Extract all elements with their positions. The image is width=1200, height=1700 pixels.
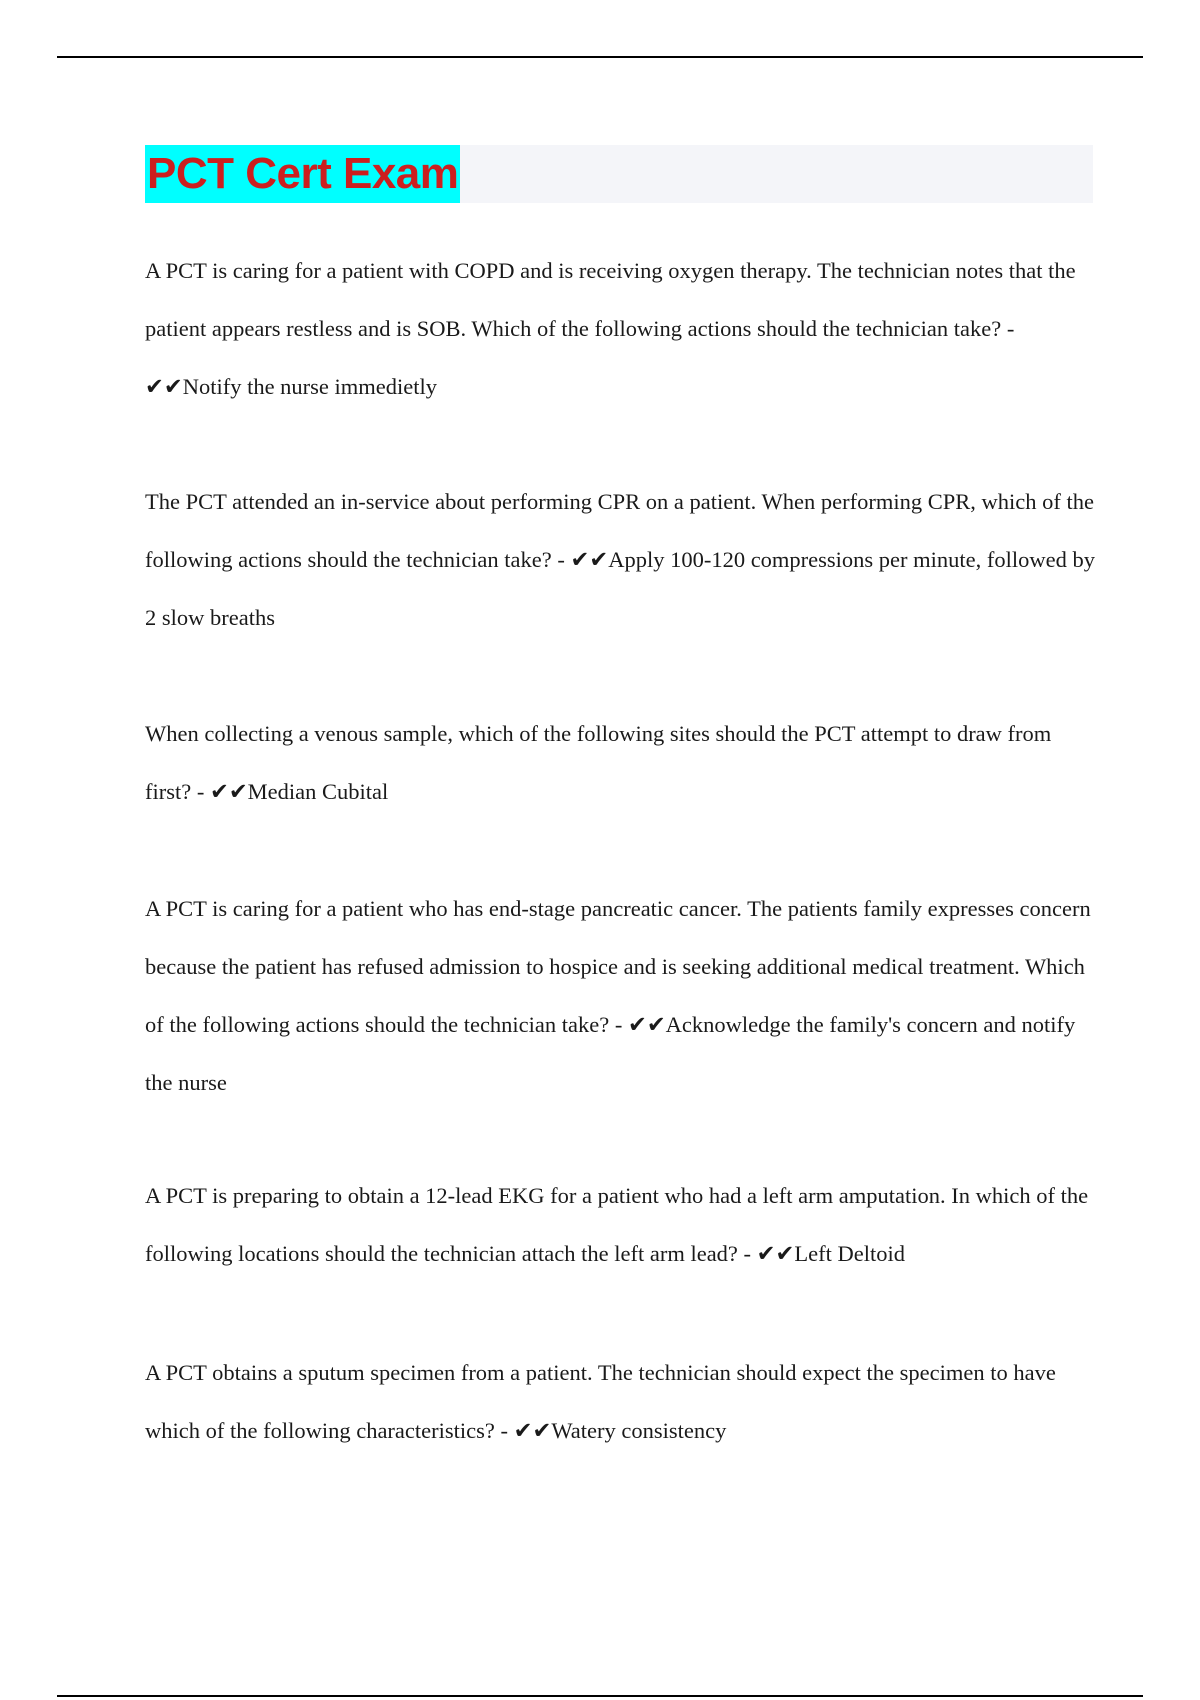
question-answer-3: When collecting a venous sample, which of the following sites should the PCT attempt to draw from first? - ✔✔Median Cubital [145,721,1052,804]
top-rule [57,56,1143,58]
question-answer-5: A PCT is preparing to obtain a 12-lead EKG for a patient who had a left arm amputation. In which of the following locations should the technician attach the left arm lead? - ✔✔Left Deltoid [145,1183,1089,1266]
question-answer-6: A PCT obtains a sputum specimen from a patient. The technician should expect the specimen to have which of the following characteristics? - ✔✔Watery consistency [145,1360,1056,1443]
document-title: PCT Cert Exam [145,145,460,203]
question-answer-1: A PCT is caring for a patient with COPD and is receiving oxygen therapy. The technician notes that the patient appears restless and is SOB. Which of the following actions should the technician take? - ✔✔Notify the nurse immedietly [145,258,1076,399]
bottom-rule [57,1695,1143,1697]
question-answer-2: The PCT attended an in-service about performing CPR on a patient. When performing CPR, which of the following actions should the technician take? - ✔✔Apply 100-120 compressions per minute, followed by 2 slow breaths [145,489,1096,630]
question-answer-4: A PCT is caring for a patient who has end-stage pancreatic cancer. The patients family expresses concern because the patient has refused admission to hospice and is seeking additional medical treatment. Which of the following actions should the technician take? - ✔✔Acknowledge the family's concern and notify the nurse [145,896,1091,1095]
